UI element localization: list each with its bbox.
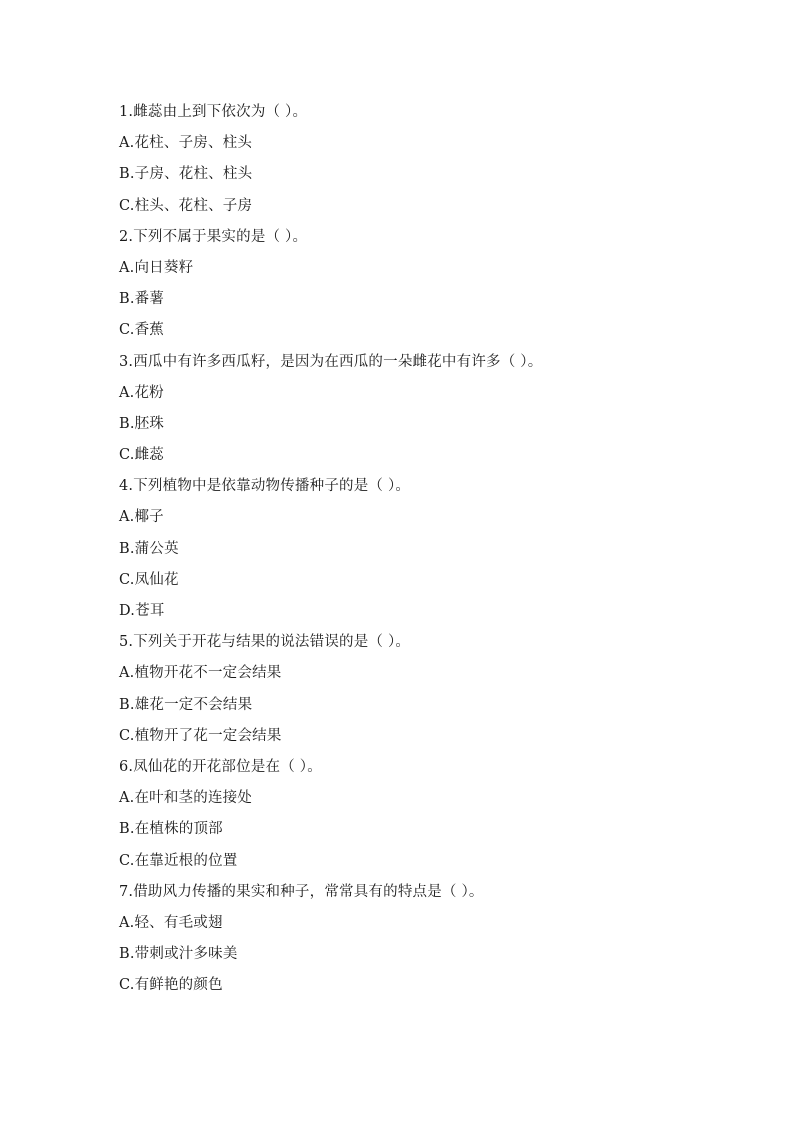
question-1-option-c: C.柱头、花柱、子房	[119, 197, 253, 214]
question-4-option-c: C.凤仙花	[119, 571, 179, 588]
question-2-option-a: A.向日葵籽	[119, 259, 194, 276]
question-4-stem: 4.下列植物中是依靠动物传播种子的是（ ）。	[119, 478, 411, 495]
question-6-option-b: B.在植株的顶部	[119, 821, 223, 838]
question-5-option-c: C.植物开了花一定会结果	[119, 727, 282, 744]
question-7-stem: 7.借助风力传播的果实和种子，常常具有的特点是（ ）。	[119, 883, 484, 900]
question-3-option-c: C.雌蕊	[119, 447, 164, 464]
question-3-option-a: A.花粉	[119, 384, 164, 401]
question-4-option-b: B.蒲公英	[119, 540, 179, 557]
question-4-option-d: D.苍耳	[119, 603, 165, 619]
question-list	[119, 97, 759, 1001]
question-7-option-b: B.带刺或汁多味美	[119, 946, 238, 963]
question-6-stem: 6.凤仙花的开花部位是在（ ）。	[119, 758, 322, 775]
question-2-option-c: C.香蕉	[119, 322, 164, 339]
question-3-stem: 3.西瓜中有许多西瓜籽，是因为在西瓜的一朵雌花中有许多（ ）。	[119, 353, 543, 370]
question-2-option-b: B.番薯	[119, 291, 165, 308]
question-5-option-a: A.植物开花不一定会结果	[119, 665, 282, 682]
question-6-option-c: C.在靠近根的位置	[119, 852, 238, 869]
question-3-option-b: B.胚珠	[119, 415, 165, 432]
question-2-stem: 2.下列不属于果实的是（ ）。	[119, 228, 308, 245]
question-1-stem: 1.雌蕊由上到下依次为（ ）。	[119, 104, 308, 120]
question-5-option-b: B.雄花一定不会结果	[119, 696, 253, 713]
question-4-option-a: A.椰子	[119, 509, 164, 526]
question-7-option-a: A.轻、有毛或翅	[119, 914, 223, 931]
question-5-stem: 5.下列关于开花与结果的说法错误的是（ ）。	[119, 634, 411, 651]
question-1-option-b: B.子房、花柱、柱头	[119, 166, 253, 183]
question-6-option-a: A.在叶和茎的连接处	[119, 790, 253, 807]
question-1-option-a: A.花柱、子房、柱头	[119, 135, 253, 152]
question-7-option-c: C.有鲜艳的颜色	[119, 977, 223, 994]
